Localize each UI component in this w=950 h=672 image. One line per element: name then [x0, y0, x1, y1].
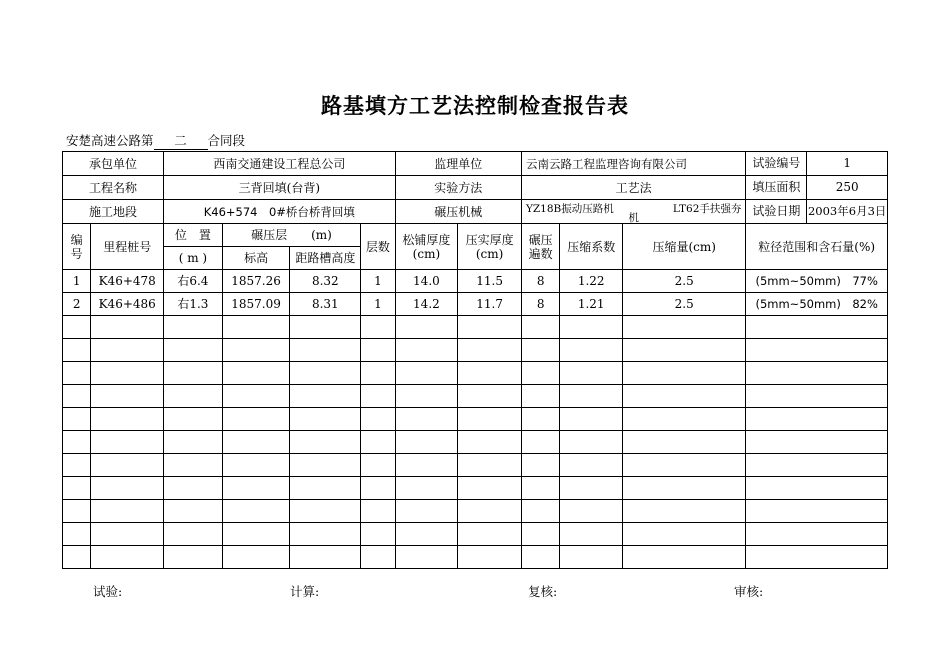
empty-cell — [361, 316, 395, 339]
cell-no: 2 — [63, 293, 91, 316]
site-label: 施工地段 — [63, 200, 164, 224]
col-coef-header: 压缩系数 — [560, 224, 623, 270]
col-pos-header-b: ( m ) — [164, 247, 223, 270]
empty-cell — [290, 454, 361, 477]
col-loose-header-b: (cm) — [412, 246, 441, 261]
empty-cell — [623, 339, 746, 362]
empty-cell — [290, 546, 361, 569]
empty-cell — [458, 454, 522, 477]
cell-amount: 2.5 — [623, 270, 746, 293]
table-row — [63, 270, 888, 293]
empty-row — [63, 362, 888, 385]
empty-cell — [746, 408, 888, 431]
empty-cell — [91, 477, 164, 500]
empty-cell — [458, 408, 522, 431]
empty-cell — [395, 500, 458, 523]
empty-cell — [395, 431, 458, 454]
empty-cell — [91, 362, 164, 385]
empty-row — [63, 385, 888, 408]
cell-amount: 2.5 — [623, 293, 746, 316]
empty-cell — [290, 477, 361, 500]
cell-passes: 8 — [521, 270, 559, 293]
test-number-row — [746, 152, 888, 176]
empty-cell — [63, 316, 91, 339]
header-row-top — [63, 224, 888, 247]
empty-cell — [395, 477, 458, 500]
empty-row — [63, 523, 888, 546]
empty-cell — [361, 339, 395, 362]
empty-cell — [91, 454, 164, 477]
empty-cell — [361, 546, 395, 569]
data-body — [63, 270, 888, 569]
empty-row — [63, 339, 888, 362]
project-value: 三背回填(台背) — [164, 176, 395, 200]
empty-row — [63, 477, 888, 500]
col-station-header: 里程桩号 — [91, 224, 164, 270]
report-table — [62, 151, 888, 569]
contract-prefix: 安楚高速公路第 — [66, 133, 154, 148]
date-value: 2003年6月3日 — [807, 204, 887, 218]
empty-cell — [290, 431, 361, 454]
sign-test: 试验: — [93, 584, 123, 599]
date-label: 试验日期 — [746, 200, 807, 223]
empty-cell — [91, 385, 164, 408]
col-passes-header-b: 遍数 — [528, 246, 553, 261]
info-row-contractor — [63, 152, 888, 176]
empty-cell — [746, 546, 888, 569]
empty-cell — [91, 500, 164, 523]
empty-cell — [521, 316, 559, 339]
empty-cell — [63, 500, 91, 523]
info-row-project — [63, 176, 888, 200]
col-no-header — [63, 224, 91, 270]
cell-comp: 11.7 — [458, 293, 522, 316]
empty-cell — [222, 339, 290, 362]
empty-cell — [222, 477, 290, 500]
empty-cell — [222, 316, 290, 339]
empty-cell — [395, 362, 458, 385]
empty-cell — [290, 408, 361, 431]
empty-cell — [521, 339, 559, 362]
empty-cell — [395, 316, 458, 339]
empty-cell — [164, 362, 223, 385]
col-amount-header: 压缩量(cm) — [623, 224, 746, 270]
empty-cell — [623, 523, 746, 546]
empty-cell — [521, 500, 559, 523]
empty-cell — [560, 500, 623, 523]
empty-cell — [521, 431, 559, 454]
empty-cell — [623, 362, 746, 385]
empty-cell — [560, 408, 623, 431]
cell-dist: 8.31 — [290, 293, 361, 316]
empty-cell — [746, 523, 888, 546]
cell-dist: 8.32 — [290, 270, 361, 293]
empty-cell — [521, 454, 559, 477]
empty-cell — [395, 523, 458, 546]
empty-cell — [458, 339, 522, 362]
empty-cell — [458, 500, 522, 523]
sign-audit: 审核: — [734, 584, 764, 599]
cell-elev: 1857.26 — [222, 270, 290, 293]
cell-pos: 右1.3 — [164, 293, 223, 316]
empty-cell — [164, 431, 223, 454]
empty-cell — [395, 546, 458, 569]
empty-cell — [222, 408, 290, 431]
empty-cell — [361, 431, 395, 454]
empty-cell — [222, 431, 290, 454]
empty-cell — [290, 385, 361, 408]
machine-roller: YZ18B振动压路机 — [525, 202, 614, 215]
empty-cell — [521, 546, 559, 569]
empty-cell — [560, 316, 623, 339]
empty-cell — [91, 523, 164, 546]
empty-cell — [361, 523, 395, 546]
empty-cell — [91, 339, 164, 362]
empty-cell — [395, 454, 458, 477]
empty-cell — [63, 546, 91, 569]
empty-row — [63, 316, 888, 339]
date-row — [746, 200, 888, 224]
empty-cell — [521, 408, 559, 431]
contract-line — [66, 131, 245, 150]
empty-cell — [361, 477, 395, 500]
col-comp-header-b: (cm) — [475, 246, 504, 261]
empty-cell — [560, 477, 623, 500]
empty-cell — [746, 362, 888, 385]
machine-label: 碾压机械 — [395, 200, 521, 224]
empty-cell — [91, 546, 164, 569]
machine-value — [521, 200, 745, 224]
empty-cell — [63, 362, 91, 385]
empty-cell — [63, 477, 91, 500]
empty-row — [63, 408, 888, 431]
cell-count: 1 — [361, 270, 395, 293]
empty-cell — [91, 408, 164, 431]
empty-cell — [290, 339, 361, 362]
empty-cell — [560, 385, 623, 408]
empty-cell — [222, 362, 290, 385]
info-row-site — [63, 200, 888, 224]
col-dist-header: 距路槽高度 — [290, 247, 361, 270]
cell-count: 1 — [361, 293, 395, 316]
empty-cell — [164, 408, 223, 431]
cell-loose: 14.2 — [395, 293, 458, 316]
empty-cell — [222, 454, 290, 477]
empty-cell — [521, 477, 559, 500]
empty-cell — [458, 316, 522, 339]
empty-cell — [623, 431, 746, 454]
empty-cell — [623, 408, 746, 431]
empty-cell — [746, 385, 888, 408]
empty-cell — [222, 546, 290, 569]
col-count-header: 层数 — [361, 224, 395, 270]
empty-cell — [222, 523, 290, 546]
cell-comp: 11.5 — [458, 270, 522, 293]
empty-cell — [164, 523, 223, 546]
project-label: 工程名称 — [63, 176, 164, 200]
empty-cell — [361, 408, 395, 431]
machine-rammer: LT62手扶强夯 — [672, 202, 742, 215]
cell-station: K46+486 — [91, 293, 164, 316]
empty-cell — [746, 339, 888, 362]
col-comp-header-a: 压实厚度 — [465, 232, 514, 247]
contractor-value: 西南交通建设工程总公司 — [164, 152, 395, 176]
empty-cell — [63, 408, 91, 431]
area-value: 250 — [835, 180, 859, 194]
empty-cell — [623, 385, 746, 408]
empty-cell — [222, 385, 290, 408]
test-number-label: 试验编号 — [746, 152, 807, 175]
sign-review: 复核: — [528, 584, 558, 599]
empty-cell — [560, 339, 623, 362]
sign-calc: 计算: — [290, 584, 320, 599]
empty-cell — [560, 546, 623, 569]
empty-cell — [623, 316, 746, 339]
table-row — [63, 293, 888, 316]
machine-rammer-end: 机 — [628, 211, 639, 224]
empty-cell — [746, 477, 888, 500]
area-row — [746, 176, 888, 200]
cell-grain: (5mm~50mm) 82% — [746, 293, 888, 316]
empty-cell — [560, 431, 623, 454]
method-value: 工艺法 — [521, 176, 745, 200]
col-no-header-a: 编 — [70, 232, 83, 247]
contract-suffix: 合同段 — [207, 133, 246, 148]
empty-cell — [63, 339, 91, 362]
cell-no: 1 — [63, 270, 91, 293]
empty-cell — [63, 385, 91, 408]
col-passes-header — [521, 224, 559, 270]
empty-cell — [361, 385, 395, 408]
area-label: 填压面积 — [746, 176, 807, 199]
empty-cell — [560, 523, 623, 546]
empty-cell — [290, 523, 361, 546]
empty-cell — [164, 477, 223, 500]
empty-cell — [164, 546, 223, 569]
empty-cell — [164, 385, 223, 408]
empty-cell — [521, 385, 559, 408]
col-comp-header — [458, 224, 522, 270]
empty-cell — [290, 362, 361, 385]
empty-cell — [458, 362, 522, 385]
empty-cell — [222, 500, 290, 523]
empty-cell — [746, 316, 888, 339]
contract-section: 二 — [154, 131, 208, 150]
empty-cell — [623, 454, 746, 477]
col-loose-header — [395, 224, 458, 270]
site-value: K46+574 0#桥台桥背回填 — [164, 200, 395, 224]
col-loose-header-a: 松铺厚度 — [402, 232, 451, 247]
cell-elev: 1857.09 — [222, 293, 290, 316]
empty-cell — [395, 408, 458, 431]
cell-passes: 8 — [521, 293, 559, 316]
cell-grain: (5mm~50mm) 77% — [746, 270, 888, 293]
empty-cell — [361, 362, 395, 385]
empty-cell — [164, 316, 223, 339]
empty-cell — [458, 546, 522, 569]
empty-row — [63, 454, 888, 477]
empty-cell — [521, 523, 559, 546]
empty-cell — [164, 454, 223, 477]
empty-cell — [458, 385, 522, 408]
empty-cell — [395, 339, 458, 362]
empty-cell — [91, 316, 164, 339]
empty-cell — [560, 362, 623, 385]
empty-cell — [164, 339, 223, 362]
empty-cell — [521, 362, 559, 385]
empty-cell — [164, 500, 223, 523]
cell-coef: 1.22 — [560, 270, 623, 293]
empty-cell — [746, 431, 888, 454]
col-grain-header: 粒径范围和含石量(%) — [746, 224, 888, 270]
empty-cell — [458, 523, 522, 546]
empty-row — [63, 431, 888, 454]
empty-cell — [91, 431, 164, 454]
cell-coef: 1.21 — [560, 293, 623, 316]
col-layer-header: 碾压层 (m) — [222, 224, 360, 247]
test-number-value: 1 — [843, 156, 851, 170]
empty-cell — [361, 500, 395, 523]
contractor-label: 承包单位 — [63, 152, 164, 176]
empty-cell — [63, 454, 91, 477]
empty-cell — [290, 500, 361, 523]
empty-cell — [746, 500, 888, 523]
empty-cell — [63, 523, 91, 546]
empty-cell — [63, 431, 91, 454]
empty-cell — [361, 454, 395, 477]
cell-pos: 右6.4 — [164, 270, 223, 293]
empty-cell — [623, 500, 746, 523]
empty-cell — [623, 546, 746, 569]
col-passes-header-a: 碾压 — [528, 232, 553, 247]
supervisor-value: 云南云路工程监理咨询有限公司 — [521, 152, 745, 176]
col-elev-header: 标高 — [222, 247, 290, 270]
empty-cell — [458, 431, 522, 454]
col-no-header-b: 号 — [70, 246, 83, 261]
method-label: 实验方法 — [395, 176, 521, 200]
empty-cell — [746, 454, 888, 477]
empty-row — [63, 500, 888, 523]
empty-cell — [395, 385, 458, 408]
empty-cell — [458, 477, 522, 500]
empty-cell — [290, 316, 361, 339]
empty-row — [63, 546, 888, 569]
report-title: 路基填方工艺法控制检查报告表 — [321, 94, 629, 118]
col-pos-header-a: 位 置 — [164, 224, 223, 247]
cell-loose: 14.0 — [395, 270, 458, 293]
empty-cell — [560, 454, 623, 477]
supervisor-label: 监理单位 — [395, 152, 521, 176]
empty-cell — [623, 477, 746, 500]
cell-station: K46+478 — [91, 270, 164, 293]
